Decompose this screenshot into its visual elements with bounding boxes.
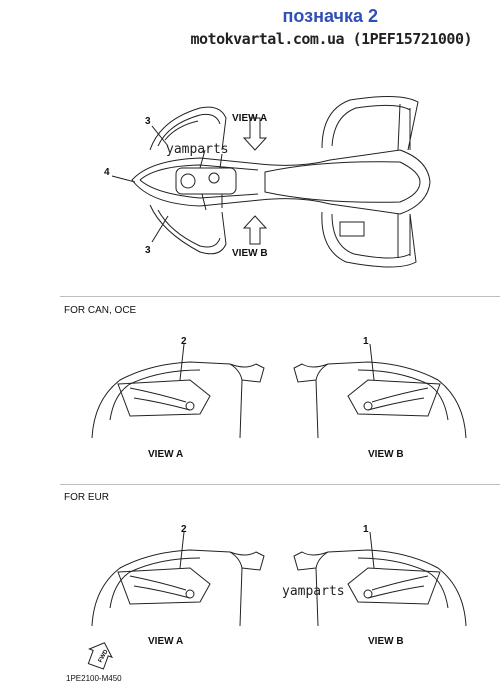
watermark: yamparts <box>282 584 345 599</box>
fwd-arrow-icon <box>88 641 118 669</box>
callout-1: 1 <box>363 524 369 535</box>
callout-3-lower: 3 <box>145 245 151 256</box>
view-a-label: VIEW A <box>148 449 184 460</box>
view-b-label: VIEW B <box>368 449 404 460</box>
fender-view-b-drawing <box>288 340 468 440</box>
watermark: yamparts <box>166 142 229 157</box>
source-caption: motokvartal.com.ua (1PEF15721000) <box>190 30 472 48</box>
page-title: позначка 2 <box>282 6 378 26</box>
section-label: FOR EUR <box>64 492 109 503</box>
view-b-label: VIEW B <box>368 636 404 647</box>
section-divider <box>60 484 500 485</box>
section-divider <box>60 296 500 297</box>
callout-3-upper: 3 <box>145 116 151 127</box>
view-a-label: VIEW A <box>148 636 184 647</box>
callout-4: 4 <box>104 167 110 178</box>
fender-view-a-drawing <box>90 528 270 628</box>
callout-1: 1 <box>363 336 369 347</box>
fender-view-b-drawing <box>288 528 468 628</box>
view-b-label: VIEW B <box>232 248 268 259</box>
callout-2: 2 <box>181 336 187 347</box>
fwd-label: FWD <box>97 648 110 664</box>
fender-view-a-drawing <box>90 340 270 440</box>
callout-2: 2 <box>181 524 187 535</box>
figure-code: 1PE2100-M450 <box>66 674 122 683</box>
section-label: FOR CAN, OCE <box>64 305 137 316</box>
view-a-label: VIEW A <box>232 113 268 124</box>
